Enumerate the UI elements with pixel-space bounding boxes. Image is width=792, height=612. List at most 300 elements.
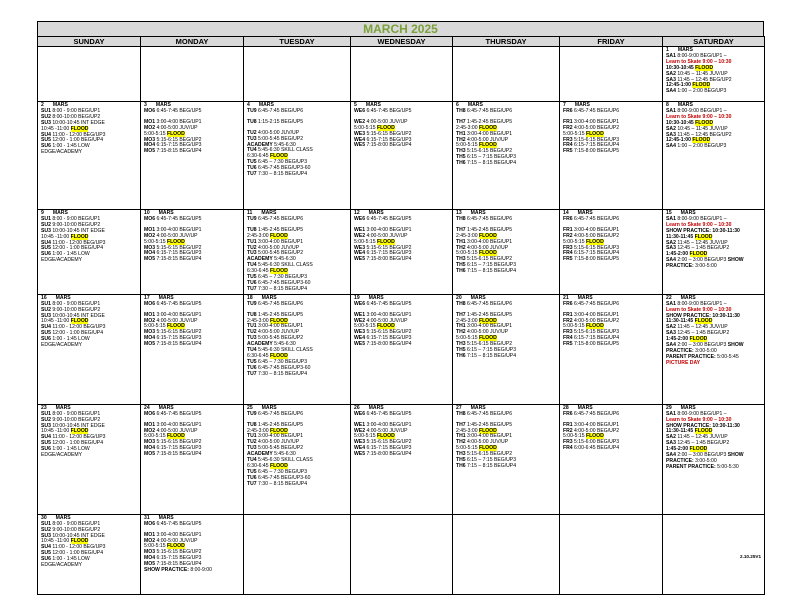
- session-text: 1:45-2:45 BEG/UP5: [465, 421, 513, 428]
- empty-day-cell: [351, 514, 453, 594]
- session-text: 5:00-5:15: [144, 323, 167, 330]
- session-text: 5:15-6:15 BEG/UP2: [365, 244, 412, 251]
- session-text: 12:00 - 1:00 BEG/UP4: [50, 137, 104, 144]
- session-line: [144, 342, 240, 348]
- session-text: 6:45 – 7:30 BEG/UP3: [256, 274, 308, 281]
- session-code: SU1: [41, 215, 51, 222]
- session-text: 12:00 - 1:00 BEG/UP4: [50, 440, 104, 447]
- day-number: 27: [456, 404, 462, 411]
- day-number: 18: [247, 294, 253, 301]
- session-text: 8:00 - 9:00 BEG/UP1: [50, 215, 101, 222]
- session-code: SU4: [41, 324, 51, 331]
- day-number: 21: [563, 294, 569, 301]
- session-text: 3:00-4:00 BEG/UP1: [572, 226, 620, 233]
- session-code: FR3: [563, 136, 573, 143]
- session-text: 4:00-5:00 JUV/UP: [365, 427, 408, 434]
- session-text: 5:45-6:30 SKILL CLASS: [256, 147, 313, 154]
- session-text: 4:00-5:00 JUV/UP: [465, 244, 509, 251]
- session-code: SA2: [666, 324, 676, 331]
- session-code: WE1: [354, 311, 366, 318]
- session-code: MO3: [144, 329, 156, 336]
- session-line: [247, 372, 347, 378]
- session-text: 2:00 – 3:00 BEG/UP3: [675, 257, 728, 264]
- notice-text: PICTURE DAY: [666, 359, 701, 366]
- session-line: [666, 465, 761, 471]
- session-code: SU6: [41, 251, 51, 258]
- day-label: MARS: [368, 404, 384, 411]
- session-code: SA4: [666, 342, 676, 349]
- session-line: [666, 361, 761, 367]
- session-code: FR5: [563, 148, 573, 155]
- session-code: TU4: [247, 347, 257, 354]
- session-text: 6:45-7:45 BEG/UP6: [256, 410, 304, 417]
- session-text: 3:00-4:00 BEG/UP1: [256, 238, 304, 245]
- session-text: 5:15-6:15 BEG/UP2: [155, 549, 202, 556]
- session-text: 12:45 – 1:45 BEG/UP2: [675, 245, 730, 252]
- session-code: TU3: [247, 445, 257, 452]
- session-text: 6:15-7:15 BEG/UP3: [365, 250, 412, 257]
- session-code: TH8: [456, 107, 466, 114]
- day-number: 12: [354, 210, 360, 216]
- session-text: 7:15-8:15 BEG/UP4: [155, 148, 202, 155]
- day-number: 29: [666, 404, 672, 411]
- session-code: TU6: [247, 364, 257, 371]
- version-label: 2.10.25V1: [740, 553, 761, 559]
- day-number: 6: [456, 102, 459, 108]
- session-text: 4:00-5:00 JUV/UP: [256, 439, 300, 446]
- day-number: 4: [247, 102, 250, 108]
- weekday-header-row: [38, 37, 765, 47]
- session-text: 1:00 - 1:45 LOW: [50, 556, 90, 563]
- session-code: TH3: [456, 256, 466, 263]
- day-cell: [560, 210, 663, 295]
- session-code: TH1: [456, 323, 466, 330]
- session-code: WE4: [354, 445, 366, 452]
- session-code: WE5: [354, 341, 366, 348]
- flood-badge: FLOOD: [376, 323, 395, 330]
- session-text: 8:00 - 9:00 BEG/UP1: [50, 300, 101, 307]
- session-code: FR1: [563, 118, 573, 125]
- flood-badge: FLOOD: [70, 318, 89, 325]
- session-text: 3:00-4:00 BEG/UP1: [572, 421, 620, 428]
- session-text: 6:15 – 7:15 BEG/UP3: [465, 262, 517, 269]
- session-code: TH5: [456, 457, 466, 464]
- session-text: 11:00 - 12:00 BEG/UP3: [50, 131, 106, 138]
- empty-day-cell: [38, 47, 141, 102]
- session-text: 5:15-6:15 BEG/UP2: [155, 244, 202, 251]
- session-code: TH2: [456, 439, 466, 446]
- session-text: 12:00 - 1:00 BEG/UP4: [50, 550, 104, 557]
- session-text: 7:30 – 8:15 BEG/UP4: [256, 285, 308, 292]
- session-text: 6:45-7:45 BEG/UP6: [465, 300, 513, 307]
- session-code: 10:30-10:45: [666, 64, 696, 71]
- session-line: [456, 161, 556, 167]
- session-code: FR3: [563, 244, 573, 251]
- session-code: TU2: [247, 244, 257, 251]
- empty-day-cell: [351, 47, 453, 102]
- day-number: 22: [666, 294, 672, 301]
- session-text: 5:00-5:15: [456, 142, 479, 149]
- session-text: 5:15-6:15 BEG/UP2: [465, 451, 513, 458]
- day-number: 23: [41, 404, 47, 411]
- session-text: 10:45 -11:00: [41, 318, 71, 325]
- session-code: SA3: [666, 440, 676, 447]
- session-code: TH5: [456, 154, 466, 161]
- session-text: 2:00 – 3:00 BEG/UP3: [675, 452, 728, 459]
- session-code: TH7: [456, 311, 466, 318]
- session-code: TU4: [247, 262, 257, 269]
- session-text: 6:15-7:15 BEG/UP3: [155, 250, 202, 257]
- session-code: FR6: [563, 410, 573, 417]
- session-code: SU1: [41, 300, 51, 307]
- session-text: 2:45-3:00: [456, 427, 479, 434]
- session-code: WE3: [354, 439, 366, 446]
- session-text: 6:15-7:15 BEG/UP3: [365, 136, 412, 143]
- session-text: 5:15-6:15 BEG/UP3: [572, 329, 620, 336]
- session-line: [144, 149, 240, 155]
- session-text: 2:45-3:00: [456, 317, 479, 324]
- session-code: SU6: [41, 143, 51, 150]
- session-code: SU3: [41, 532, 51, 539]
- session-code: TU9: [247, 107, 257, 114]
- flood-badge: FLOOD: [695, 64, 713, 71]
- day-cell: [38, 102, 141, 210]
- day-number: 1: [666, 47, 669, 53]
- session-text: 1:00 - 1:45 LOW: [50, 251, 90, 258]
- session-code: WE5: [354, 451, 366, 458]
- session-text: 6:45-7:45 BEG/UP5: [155, 520, 202, 527]
- session-text: 5:00-5:45 BEG/UP2: [256, 250, 304, 257]
- session-text: 5:15-6:15 BEG/UP2: [465, 341, 513, 348]
- session-code: FR3: [563, 329, 573, 336]
- day-cell: [560, 294, 663, 404]
- session-code: 1:45-2:00: [666, 446, 690, 453]
- session-line: [563, 257, 659, 263]
- session-text: 6:15-7:15 BEG/UP4: [572, 335, 620, 342]
- flood-badge: FLOOD: [269, 268, 288, 275]
- session-code: PRACTICE:: [666, 457, 694, 464]
- day-label: MARS: [467, 102, 483, 108]
- session-text: 1:45-2:45 BEG/UP5: [256, 311, 304, 318]
- session-code: MO3: [144, 439, 156, 446]
- session-line: [144, 257, 240, 263]
- flood-badge: FLOOD: [166, 433, 185, 440]
- session-text: 10:00-10:45 INT EDGE: [50, 532, 105, 539]
- session-text: 7:15-8:15 BEG/UP4: [155, 256, 202, 263]
- session-code: SU6: [41, 336, 51, 343]
- session-code: MO1: [144, 226, 156, 233]
- session-text: 3:00-4:00 BEG/UP1: [465, 238, 513, 245]
- session-code: MO5: [144, 148, 156, 155]
- session-text: 3:00-4:00 BEG/UP1: [365, 226, 412, 233]
- day-label: MARS: [155, 102, 171, 108]
- session-text: 8:00 - 9:00 BEG/UP1: [50, 410, 101, 417]
- session-text: 5:15-6:15 BEG/UP2: [465, 148, 513, 155]
- flood-badge: FLOOD: [478, 142, 497, 149]
- session-text: 6:15-7:15 BEG/UP3: [155, 445, 202, 452]
- session-text: 5:15-6:15 BEG/UP2: [155, 439, 202, 446]
- session-code: 11:30-11:45: [666, 233, 695, 240]
- session-text: 12:45 – 1:45 BEG/UP2: [675, 440, 730, 447]
- day-label: MARS: [680, 294, 696, 301]
- session-code: WE5: [354, 256, 366, 263]
- day-label: MARS: [261, 404, 277, 411]
- session-line: [456, 354, 556, 360]
- session-code: TU9: [247, 215, 257, 222]
- day-cell: [244, 102, 351, 210]
- session-code: ACADEMY: [247, 141, 273, 148]
- session-code: TU7: [247, 480, 257, 487]
- session-text: 1:00 – 2:00 BEG/UP3: [675, 143, 727, 150]
- session-code: WE3: [354, 244, 366, 251]
- session-code: FR6: [563, 107, 573, 114]
- session-text: 6:45-7:45 BEG/UP5: [365, 215, 412, 222]
- session-text: 6:45-7:45 BEG/UP6: [465, 215, 513, 222]
- session-code: SU1: [41, 520, 51, 527]
- session-text: 10:45 – 11:45 JUV/UP: [675, 125, 728, 132]
- empty-day-cell: [244, 514, 351, 594]
- flood-badge: FLOOD: [376, 124, 395, 131]
- session-code: SA3: [666, 131, 676, 138]
- session-text: 5:00-5:15: [144, 130, 167, 137]
- calendar: [37, 21, 764, 595]
- weekday-header: THURSDAY: [453, 37, 560, 47]
- session-code: MO5: [144, 561, 156, 568]
- session-text: 1:45-2:45 BEG/UP5: [256, 226, 304, 233]
- session-code: SA3: [666, 76, 676, 83]
- session-text: 10:00-10:45 INT EDGE: [50, 119, 105, 126]
- session-code: MO3: [144, 244, 156, 251]
- day-cell: [38, 514, 141, 594]
- session-line: [41, 343, 137, 349]
- session-line: [666, 264, 761, 270]
- session-line: [563, 342, 659, 348]
- session-code: SU4: [41, 544, 51, 551]
- empty-day-cell: [141, 47, 244, 102]
- session-code: MO6: [144, 410, 156, 417]
- session-code: SU4: [41, 131, 51, 138]
- session-code: SU1: [41, 410, 51, 417]
- session-text: 11:00 - 12:00 BEG/UP3: [50, 434, 106, 441]
- session-code: SU2: [41, 306, 51, 313]
- day-cell: [244, 404, 351, 514]
- session-code: TH1: [456, 130, 466, 137]
- session-text: 5:00-5:15: [354, 323, 377, 330]
- session-text: 5:45-6:30: [272, 256, 296, 263]
- notice-text: Learn to Skate 9:00 – 10:30: [666, 306, 732, 313]
- flood-badge: FLOOD: [478, 445, 497, 452]
- session-code: WE3: [354, 329, 366, 336]
- session-code: TH7: [456, 421, 466, 428]
- session-code: SA1: [666, 300, 676, 307]
- session-text: 5:00-5:15: [563, 130, 586, 137]
- flood-badge: FLOOD: [694, 233, 713, 240]
- session-code: FR2: [563, 124, 573, 131]
- session-text: 5:00-5:45 BEG/UP2: [256, 335, 304, 342]
- session-code: MO4: [144, 250, 156, 257]
- session-line: [456, 464, 556, 470]
- session-text: 4:00-5:00 JUV/UP: [155, 232, 198, 239]
- empty-day-cell: [560, 47, 663, 102]
- day-number: 10: [144, 210, 150, 216]
- day-label: MARS: [52, 210, 68, 216]
- session-code: MO1: [144, 311, 156, 318]
- session-code: TU8: [247, 311, 257, 318]
- session-code: MO2: [144, 537, 156, 544]
- day-cell: [38, 294, 141, 404]
- session-text: 6:45-7:45 BEG/UP6: [256, 300, 304, 307]
- session-text: 6:45-7:45 BEG/UP6: [572, 107, 620, 114]
- session-line: [563, 446, 659, 452]
- day-label: MARS: [55, 294, 71, 301]
- session-line: [41, 563, 137, 569]
- session-code: TH1: [456, 238, 466, 245]
- session-text: 6:45-7:45 BEG/UP6: [572, 300, 620, 307]
- session-code: SU1: [41, 107, 51, 114]
- session-line: [666, 144, 761, 150]
- session-line: [41, 150, 137, 156]
- notice-text: Learn to Skate 9:00 – 10:30: [666, 58, 732, 65]
- session-text: 2:45-3:00: [247, 427, 270, 434]
- flood-badge: FLOOD: [166, 323, 185, 330]
- session-code: SU6: [41, 556, 51, 563]
- session-line: [354, 143, 449, 149]
- day-label: MARS: [261, 294, 277, 301]
- session-code: SU2: [41, 416, 51, 423]
- flood-badge: FLOOD: [692, 82, 711, 89]
- flood-badge: FLOOD: [376, 433, 395, 440]
- day-cell: [141, 294, 244, 404]
- flood-badge: FLOOD: [478, 317, 497, 324]
- day-cell: [663, 47, 765, 102]
- session-code: WE1: [354, 421, 366, 428]
- session-code: SU3: [41, 119, 51, 126]
- day-number: 7: [563, 102, 566, 108]
- session-text: 6:45-7:45 BEG/UP3-60: [256, 474, 311, 481]
- session-text: 4:00-5:00 JUV/UP: [155, 124, 198, 131]
- session-text: 10:45 – 11:45 JUV/UP: [675, 70, 728, 77]
- session-text: 1:45-2:45 BEG/UP5: [465, 226, 513, 233]
- flood-badge: FLOOD: [166, 238, 185, 245]
- session-text: 6:15-7:15 BEG/UP3: [155, 555, 202, 562]
- session-code: TH6: [456, 462, 466, 469]
- session-line: [456, 269, 556, 275]
- session-text: 5:00-5:15: [144, 543, 167, 550]
- session-text: 3:00-4:00 BEG/UP1: [465, 433, 513, 440]
- session-code: FR4: [563, 445, 573, 452]
- session-code: MO1: [144, 531, 156, 538]
- session-code: 11:30-11:45: [666, 318, 695, 325]
- session-text: 4:00-5:00 JUV/UP: [365, 317, 408, 324]
- session-code: SA2: [666, 70, 676, 77]
- session-text: 4:00-5:00 JUV/UP: [465, 329, 509, 336]
- session-text: 11:00 - 12:00 BEG/UP3: [50, 544, 106, 551]
- session-code: ACADEMY: [247, 451, 273, 458]
- session-code: TH7: [456, 226, 466, 233]
- session-text: 5:15-6:00 BEG/UP3: [572, 439, 620, 446]
- day-cell: [141, 102, 244, 210]
- session-text: 10:00-10:45 INT EDGE: [50, 312, 105, 319]
- day-cell: [141, 210, 244, 295]
- flood-badge: FLOOD: [585, 323, 604, 330]
- day-label: MARS: [258, 102, 274, 108]
- session-code: PRACTICE:: [666, 347, 694, 354]
- session-code: MO2: [144, 427, 156, 434]
- session-text: 6:45-7:45 BEG/UP6: [572, 215, 620, 222]
- session-line: [41, 453, 137, 459]
- session-code: SA2: [666, 125, 676, 132]
- flood-badge: FLOOD: [70, 233, 89, 240]
- day-label: MARS: [680, 210, 696, 216]
- session-code: FR3: [563, 439, 573, 446]
- session-code: TH6: [456, 352, 466, 359]
- session-code: WE4: [354, 335, 366, 342]
- day-label: MARS: [52, 102, 68, 108]
- session-code: 1:45-2:00: [666, 336, 690, 343]
- session-line: [144, 568, 240, 574]
- session-text: 11:45 – 12:45 JUV/UP: [675, 324, 728, 331]
- session-text: 2:00 – 3:00 BEG/UP3: [675, 342, 728, 349]
- session-text: 6:45-7:45 BEG/UP6: [465, 107, 513, 114]
- session-text: 10:00-10:45 INT EDGE: [50, 422, 105, 429]
- session-line: [354, 452, 449, 458]
- session-code: SHOW PRACTICE: 10:30-11:30: [666, 227, 740, 234]
- session-code: TU4: [247, 147, 257, 154]
- session-text: 6:45-7:45 BEG/UP5: [155, 215, 202, 222]
- session-code: SA4: [666, 452, 676, 459]
- session-text: 5:15-6:15 BEG/UP2: [155, 136, 202, 143]
- session-line: [247, 482, 347, 488]
- day-label: MARS: [680, 404, 696, 411]
- session-text: 6:45-7:45 BEG/UP6: [256, 107, 304, 114]
- session-text: 1:00 - 1:45 LOW: [50, 446, 90, 453]
- day-number: 11: [247, 210, 253, 216]
- session-line: [247, 287, 347, 293]
- session-text: 6:15-7:15 BEG/UP4: [572, 142, 620, 149]
- session-code: SA4: [666, 88, 676, 95]
- session-text: 6:45 – 7:30 BEG/UP3: [256, 358, 308, 365]
- session-text: 7:30 – 8:15 BEG/UP4: [256, 480, 308, 487]
- session-text: 1:00 - 1:45 LOW: [50, 143, 90, 150]
- session-code: SU3: [41, 312, 51, 319]
- session-code: FR6: [563, 300, 573, 307]
- session-text: 3:00-4:00 BEG/UP1: [155, 118, 202, 125]
- session-text: 8:00-10:00 BEG/UP2: [50, 113, 101, 120]
- session-code: WE6: [354, 410, 366, 417]
- day-cell: [351, 210, 453, 295]
- session-text: 1:45-2:45 BEG/UP5: [465, 118, 513, 125]
- flood-badge: FLOOD: [70, 125, 89, 132]
- week-row: [38, 294, 765, 404]
- session-code: MO3: [144, 549, 156, 556]
- session-text: 4:00-5:00 JUV/UP: [155, 317, 198, 324]
- flood-badge: FLOOD: [70, 538, 89, 545]
- session-text: 5:00-5:15: [354, 238, 377, 245]
- session-code: MO2: [144, 124, 156, 131]
- session-text: 4:00-5:00 JUV/UP: [256, 244, 300, 251]
- session-text: 3:00-4:00 BEG/UP1: [155, 311, 202, 318]
- session-text: 5:45-6:30 SKILL CLASS: [256, 457, 313, 464]
- weekday-header: MONDAY: [141, 37, 244, 47]
- session-text: 3:00-4:00 BEG/UP1: [155, 226, 202, 233]
- day-label: MARS: [158, 404, 174, 411]
- session-code: TH5: [456, 347, 466, 354]
- session-text: 5:00-5:15: [563, 433, 586, 440]
- session-text: 3:00-4:00 BEG/UP1: [365, 311, 412, 318]
- session-code: SA4: [666, 257, 676, 264]
- session-text: 6:15-7:15 BEG/UP3: [365, 445, 412, 452]
- session-text: 5:00-5:45: [715, 353, 739, 360]
